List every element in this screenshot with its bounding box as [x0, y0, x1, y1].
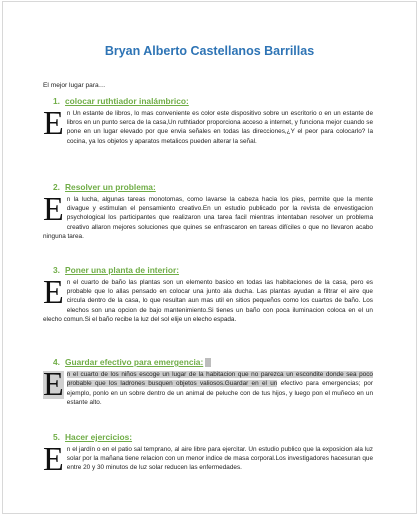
section-body	[43, 191, 373, 241]
section-heading: 2. Resolver un problema:	[53, 182, 156, 192]
heading-text: Resolver un problema:	[65, 182, 156, 192]
intro-line: El mejor lugar para…	[43, 82, 106, 89]
paragraph-text: efectivo para emergencias; por ejemplo, ponlo en un sobre dentro de un animal de peluche con de tus hijos, y luego pon el muñeco en un estante alto.	[66, 380, 373, 406]
paragraph-text: n la lucha, algunas tareas monotomas, como lavarse la cabeza hacia los pies, permite que la mente divague y estimulan el pensamiento creativo.En un estudio publicado por la revista de envestigacion psychological los participantes que realizaron una tarea facil mientras intentaban resolver un problema creativo allaron mejores soluciones que quines se enfrascaron en tareas difíciles o que no llevaron acabo ninguna tarea.	[43, 196, 373, 240]
heading-text: Hacer ejercicios:	[65, 432, 133, 442]
paragraph-text: n Un estante de libros, lo mas conveniente es color este dispositivo sobre un escritorio o en un estante de libros en un punto serca de la casa,Un ruthtiador proporciona acceso a internet, y funciona mejor cuando se pone en un lugar elevado por que envia señales en todas las direcciones,¿Y el peor para colocarlo? la cocina, ya los objetos y aparatos metalicos pueden alterar la señal.	[66, 110, 373, 145]
drop-cap: E	[43, 105, 64, 142]
section-5	[43, 432, 373, 478]
drop-cap: E	[43, 441, 64, 478]
section-1	[43, 96, 373, 146]
section-heading: 5. Hacer ejercicios:	[53, 432, 133, 442]
highlighted-text: n el cuarto de los niños escoge un lugar de la habitacion que no parezca un escondite donde sea poco probable que los ladrones busquen objetos valiosos.Guardar en el un	[66, 371, 373, 388]
section-2	[43, 182, 373, 241]
section-body	[43, 274, 373, 324]
paragraph-text: n el cuarto de baño las plantas son un elemento basico en todas las habitaciones de la casa, pero es probable que lo allas pensado en colocar una junto ala ducha. Las plantas ayudan a filtrar el aire que circula dentro de la casa, lo que resultan aun mas util en sitios pequeños como los cuartos de baño. Los elechos son una opcion de bajo mantenimiento.Si tienes un baño con poca iluminacion coloca en el un elecho comun.Si el baño recibe la luz del sol elije un elecho espada.	[43, 279, 373, 323]
heading-text: Poner una planta de interior:	[65, 265, 180, 275]
heading-text: Guardar efectivo para emergencia:	[65, 357, 204, 367]
heading-text: colocar ruthtiador inalámbrico:	[65, 96, 189, 106]
section-heading: 4. Guardar efectivo para emergencia:	[65, 357, 373, 367]
drop-cap: E	[43, 366, 64, 404]
document-page	[2, 1, 417, 514]
section-body	[43, 441, 373, 478]
drop-cap: E	[43, 274, 64, 311]
section-body	[43, 105, 373, 146]
section-3	[43, 265, 373, 324]
document-title: Bryan Alberto Castellanos Barrillas	[104, 44, 315, 58]
paragraph-text: n el jardín o en el patio sal temprano, al aire libre para ejercitar. Un estudio publico que la exposicion ala luz solar por la mañana tiene relacion con un menor indice de masa corporal.Los investigadores hacesuran que entre 20 y 30 minutos de luz solar reducen las enfermedades.	[66, 446, 373, 472]
drop-cap: E	[43, 191, 64, 228]
selection-marker	[205, 358, 211, 367]
section-heading: 1. colocar ruthtiador inalámbrico:	[53, 96, 189, 106]
section-body	[43, 366, 373, 407]
section-heading: 3. Poner una planta de interior:	[53, 265, 180, 275]
section-4	[43, 357, 373, 407]
